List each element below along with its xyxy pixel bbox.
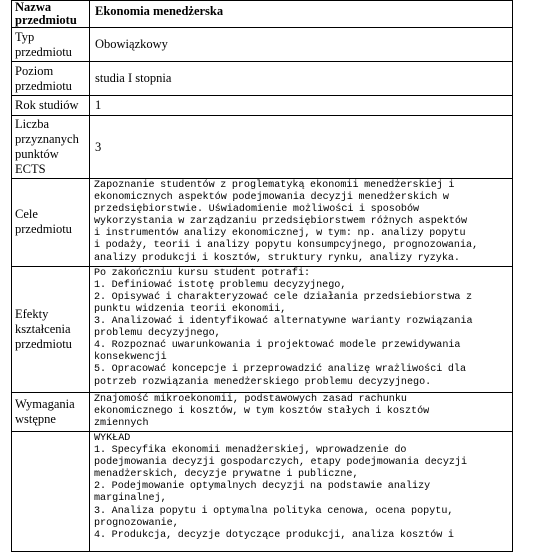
course-content-text [90, 431, 513, 551]
course-level-label: Poziom przedmiotu [12, 62, 90, 96]
course-syllabus-table [11, 0, 513, 552]
content-line: 2. Podejmowanie optymalnych decyzji na podstawie analizy [94, 481, 431, 493]
content-line: marginalnej, [94, 493, 167, 505]
prereq-line: Znajomość mikroekonomii, podstawowych zasad rachunku [94, 393, 407, 405]
goals-line: Zapoznanie studentów z proglematyką ekonomii menedżerskiej i [94, 180, 455, 191]
outcomes-line: 4. Rozpoznać uwarunkowania i projektować modele przewidywania [94, 340, 461, 352]
goals-line: ekonomicznych aspektów podejmowania decyzji menedżerskich w [94, 192, 449, 204]
goals-line: i podaży, teorii i analizy popytu konsumpcyjnego, prognozowania, [94, 240, 479, 252]
row-course-goals [12, 179, 513, 267]
outcomes-line: potrzeb rozwiązania menedżerskiego problemu decyzyjnego. [94, 376, 432, 388]
course-type-value: Obowiązkowy [90, 28, 513, 62]
ects-value: 3 [90, 116, 513, 179]
course-type-label: Typ przedmiotu [12, 28, 90, 62]
study-year-label: Rok studiów [12, 96, 90, 116]
content-line: podejmowania decyzji gospodarczych, etapy podejmowania decyzji [94, 457, 468, 469]
row-ects [12, 116, 513, 179]
goals-line: przedsiębiorstwie. Uświadomienie możliwości i sposobów [94, 204, 420, 216]
prereq-line: ekonomicznego i kosztów, w tym kosztów stałych i kosztów [94, 405, 430, 417]
row-learning-outcomes [12, 266, 513, 392]
content-line: WYKŁAD [94, 432, 131, 444]
goals-line: analizy produkcji i kosztów, struktury rynku, analizy ryzyka. [94, 252, 460, 264]
outcomes-line: 5. Opracować koncepcje i przeprowadzić analizę wrażliwości dla [94, 364, 467, 376]
outcomes-line: konsekwencji [94, 352, 167, 364]
course-goals-label: Cele przedmiotu [12, 179, 90, 267]
row-course-content [12, 431, 513, 551]
learning-outcomes-label: Efekty kształcenia przedmiotu [12, 266, 90, 392]
outcomes-line: Po zakończniu kursu student potrafi: [94, 267, 311, 279]
outcomes-line: 2. Opisywać i charakteryzować cele działania przedsiebiorstwa z [94, 291, 473, 303]
study-year-value: 1 [90, 96, 513, 116]
content-line: prognozowanie, [94, 517, 179, 529]
prerequisites-text [90, 392, 513, 431]
content-line: menadżerskich, decyzje prywatne i publiczne, [94, 469, 359, 481]
row-prerequisites [12, 392, 513, 431]
outcomes-line: punktu widzenia teorii ekonomii, [94, 303, 287, 315]
learning-outcomes-text [90, 266, 513, 392]
goals-line: i instrumentów analizy ekonomicznej, w tym: np. analizy popytu [94, 228, 466, 240]
row-study-year [12, 96, 513, 116]
content-line: 3. Analiza popytu i optymalna polityka cenowa, ocena popytu, [94, 505, 454, 517]
ects-label: Liczba przyznanych punktów ECTS [12, 116, 90, 179]
course-content-label [12, 431, 90, 551]
row-course-type [12, 28, 513, 62]
outcomes-line: 3. Analizować i identyfikować alternatywne warianty rozwiązania [94, 316, 473, 328]
row-course-name [12, 1, 513, 28]
course-goals-text [90, 179, 513, 267]
prerequisites-label: Wymagania wstępne [12, 392, 90, 431]
course-name-value: Ekonomia menedżerska [90, 1, 513, 28]
outcomes-line: 1. Definiować istotę problemu decyzyjnego, [94, 279, 347, 291]
course-level-value: studia I stopnia [90, 62, 513, 96]
goals-line: wykorzystania w zarządzaniu przedsiębiorstwem różnych aspektów [94, 216, 468, 228]
row-course-level [12, 62, 513, 96]
outcomes-line: problemu decyzyjnego, [94, 328, 221, 340]
content-line: 1. Specyfika ekonomii menadżerskiej, wprowadzenie do [94, 445, 407, 457]
course-name-label: Nazwa przedmiotu [12, 1, 90, 28]
prereq-line: zmiennych [94, 417, 149, 429]
content-line: 4. Produkcja, decyzje dotyczące produkcji, analiza kosztów i [94, 529, 454, 541]
